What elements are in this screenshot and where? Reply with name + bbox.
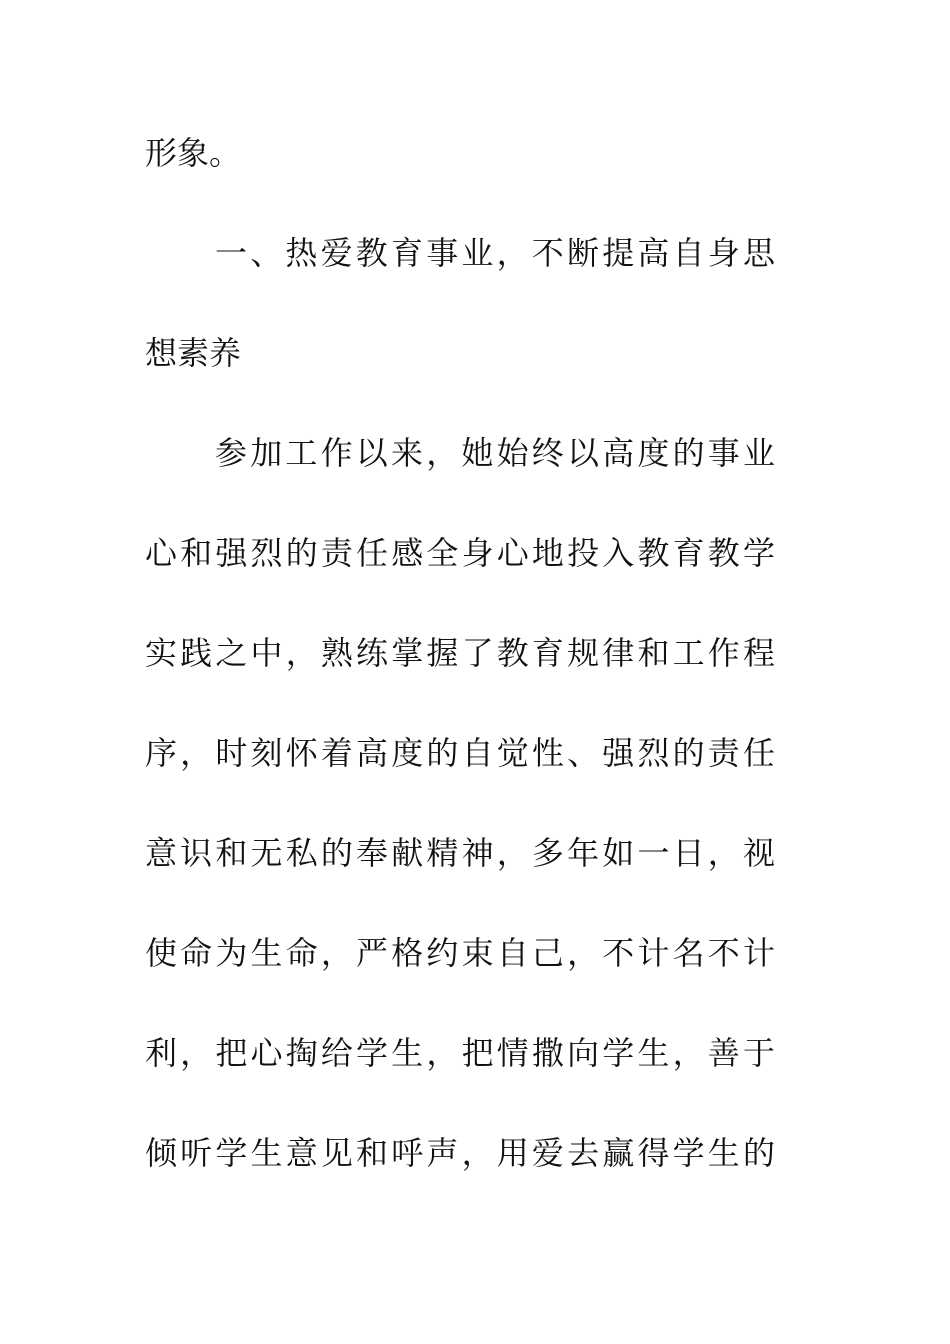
paragraph-line-8: 倾听学生意见和呼声，用爱去赢得学生的 — [145, 1134, 775, 1172]
paragraph-line-5: 意识和无私的奉献精神，多年如一日，视 — [145, 834, 775, 872]
paragraph-line-1: 参加工作以来，她始终以高度的事业 — [215, 434, 775, 472]
paragraph-line-7: 利，把心掏给学生，把情撒向学生，善于 — [145, 1034, 775, 1072]
text-line-1: 形象。 — [145, 134, 242, 172]
paragraph-line-4: 序，时刻怀着高度的自觉性、强烈的责任 — [145, 734, 775, 772]
section-heading-line-2: 想素养 — [145, 334, 242, 372]
section-heading-line-1: 一、热爱教育事业，不断提高自身思 — [215, 234, 775, 272]
paragraph-line-2: 心和强烈的责任感全身心地投入教育教学 — [145, 534, 775, 572]
paragraph-line-3: 实践之中，熟练掌握了教育规律和工作程 — [145, 634, 775, 672]
paragraph-line-6: 使命为生命，严格约束自己，不计名不计 — [145, 934, 775, 972]
